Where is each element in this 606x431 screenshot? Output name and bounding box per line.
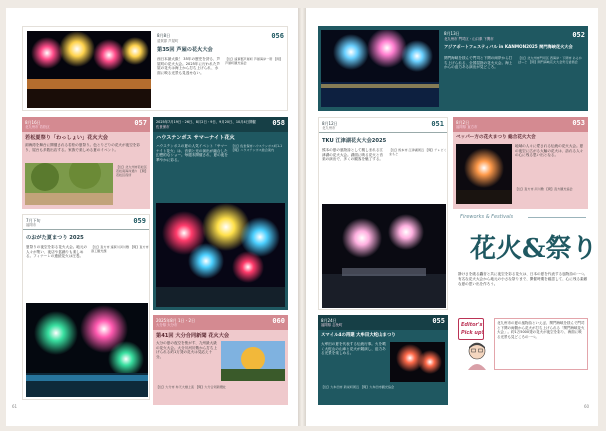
event-title: アジアポートフェスティバル in KANMON2025 関門海峡花火大会 — [444, 44, 573, 49]
tagline-rule — [528, 217, 586, 218]
event-area: 大分県 大分市 — [156, 323, 178, 327]
event-photo — [25, 163, 113, 205]
event-number: 053 — [572, 119, 585, 127]
event-card-060[interactable] — [153, 315, 288, 405]
editor-text: 北九州市の夏の風物詩といえば、関門海峡を挟んで門司と下関の両側から花火が打ち上げられる「関門海峡花火大会」。約1万5000発の花火が夜空を彩り、海面に映る光景も見どころの一つ。 — [494, 318, 588, 370]
event-info: 【住】北九州市若松区 若松南海岸通り 【問】若松区役所 — [116, 165, 148, 177]
editor-pick — [458, 318, 588, 370]
event-number: 055 — [432, 317, 445, 325]
event-card-052[interactable] — [318, 26, 588, 111]
event-number: 056 — [271, 32, 284, 40]
event-info: 【住】大牟田市 新栄町周辺 【問】大牟田市観光協会 — [321, 385, 395, 389]
event-area: 遠賀郡 芦屋町 — [157, 39, 179, 43]
event-photo — [321, 30, 439, 107]
event-body: 大分の夏の夜空を焦がす、九州最大級の花火大会。大分川河川敷から打ち上げられる約1万発の花火は見応え十分。 — [156, 341, 218, 359]
section-heading: 花火&祭り — [470, 234, 598, 264]
event-area: 北九州市 若松区 — [25, 125, 50, 129]
editor-avatar — [464, 340, 490, 370]
card-header — [319, 118, 447, 133]
section-tagline: Fireworks & Festivals — [460, 214, 514, 220]
page-gutter — [298, 8, 306, 426]
event-area: 福岡県 直方市 — [456, 125, 478, 129]
event-body: 関門海峡を挟んで門司と下関の両岸から打ち上げられる、全国屈指の花火大会。海上からの迫力ある演出が見どころ。 — [444, 56, 513, 70]
event-info: 【住】大分市 弁天大橋上流 【問】大分合同新聞社 — [156, 385, 227, 389]
event-info: 【住】熊本市 江津湖周辺 【問】テレビくまもと — [389, 148, 447, 156]
event-area: 福岡県 志免町 — [321, 323, 343, 327]
event-number: 058 — [272, 119, 285, 127]
editor-badge-line2: Pick up! — [461, 330, 484, 336]
event-photo — [26, 303, 148, 397]
event-title: ペッパー方の花火まつり 総合花火大会 — [456, 135, 536, 140]
event-title: TKU 江津湖花火大会2025 — [322, 138, 387, 144]
event-title: のおがた夏まつり 2025 — [26, 235, 84, 241]
event-date: 7月下旬 — [26, 218, 41, 223]
event-card-059[interactable] — [22, 214, 150, 400]
event-title: 第41回 大分合同新聞 花火大会 — [156, 333, 230, 339]
editor-badge-line1: Editor's — [461, 322, 483, 328]
event-photo — [27, 31, 151, 108]
card-header — [23, 215, 149, 230]
event-date: 8月2日 — [456, 120, 470, 125]
event-area: 福岡市 — [26, 223, 37, 227]
event-title: 若松夏祭り「わっしょい」花火大会 — [25, 135, 108, 141]
page-number-right: 60 — [584, 404, 590, 409]
event-date: 2025年8月 1日・2日 — [156, 318, 196, 323]
event-card-058[interactable] — [153, 117, 288, 310]
event-card-057[interactable] — [22, 117, 150, 209]
editor-badge — [458, 318, 484, 340]
event-info: 【住】北九州市門司区 西海岸・下関市 あるかぽーと 【問】関門海峡花火大会実行委員会 — [518, 56, 582, 64]
event-info: 【住】佐世保市ハウステンボス町1-1 【問】ハウステンボス総合案内 — [231, 144, 283, 152]
event-card-053[interactable] — [453, 117, 588, 209]
event-info: 【住】直方市 遠賀川河川敷 【問】直方市商工観光課 — [91, 245, 149, 253]
event-info: 【住】直方市 河川敷 【問】直方観光協会 — [515, 187, 573, 191]
event-photo — [156, 203, 285, 307]
event-number: 051 — [431, 120, 444, 128]
event-photo — [390, 342, 445, 382]
event-card-056[interactable] — [22, 26, 288, 111]
event-body: 大牟田の夏を代表する伝統行事。火を噴く大蛇山の山車と花火が競演し、迫力ある光景を楽しめる。 — [321, 342, 386, 356]
event-area: 佐世保市 — [156, 125, 170, 129]
event-body: ハウステンボスの夏の人気イベント「サマーナイト花火」は、音楽と光の演出が融合した幻想的なショー。毎週末開催され、夏の夜を華やかに彩る。 — [156, 144, 228, 162]
event-number: 057 — [134, 119, 147, 127]
event-body: 西日本最大級！ 35年の歴史を誇る、芦屋町の花火大会。2025年に行われた芦屋の花火は海上から打ち上げられ、水面に映る光景も見逃せない。 — [157, 57, 221, 75]
event-card-051[interactable] — [318, 117, 448, 310]
event-photo — [221, 341, 285, 381]
page-number-left: 61 — [12, 404, 18, 409]
event-body: 夏祭りの夜空を彩る花火大会。地元の人々が集い、夜店や盆踊りも楽しめる。フィナーレの連続花火は圧巻。 — [26, 245, 88, 259]
event-photo — [322, 204, 446, 308]
section-intro: 静けさを破る轟音と共に夜空を彩る花火は、日本の夏を代表する風物詩の一つ。有名な花火大会から地元の小さな祭りまで、開催時期を確認して、心に残る素敵な夏の思い出を作ろう。 — [458, 272, 588, 286]
event-date: 2025年7月19日・26日、8月2日・9日、9月20日、10月4日開催 — [156, 120, 256, 124]
event-info: 【住】遠賀郡芦屋町 芦屋海岸一帯 【問】芦屋町観光協会 — [225, 57, 283, 65]
event-title: 第35回 芦屋の花火大会 — [157, 47, 213, 53]
event-title: ハウステンボス サマーナイト花火 — [156, 135, 235, 141]
event-number: 060 — [272, 317, 285, 325]
event-date: 8月24日 — [321, 318, 337, 323]
event-number: 059 — [133, 217, 146, 225]
event-area: 北九州市 — [322, 126, 336, 130]
event-date: 8月16日 — [25, 120, 41, 125]
event-title: スマイル4の再建 大牟田大蛇山まつり — [321, 333, 396, 338]
event-date: 8月8日 — [157, 33, 171, 38]
event-date: 8月13日 — [444, 31, 460, 36]
event-card-055[interactable] — [318, 315, 448, 405]
event-body: 洞海湾を舞台に開催される若松の夏祭り。色とりどりの花火が夜空を彩り、屋台も多数出店する。家族で楽しめる夏のイベント。 — [25, 143, 140, 152]
event-photo — [456, 144, 512, 204]
event-area: 北九州市 門司区・山口県 下関市 — [444, 37, 494, 41]
event-body: 地域の人々に愛される伝統の花火大会。夏の夜空に広がる大輪の花火は、訪れる人々の心に残る思い出となる。 — [515, 144, 584, 158]
event-number: 052 — [572, 31, 585, 39]
event-date: 8月12日 — [322, 121, 338, 126]
event-body: 熊本の夏の風物詩として親しまれる江津湖の花火大会。湖面に映る花火と音楽の演出で、多くの観客を魅了する。 — [322, 148, 384, 162]
